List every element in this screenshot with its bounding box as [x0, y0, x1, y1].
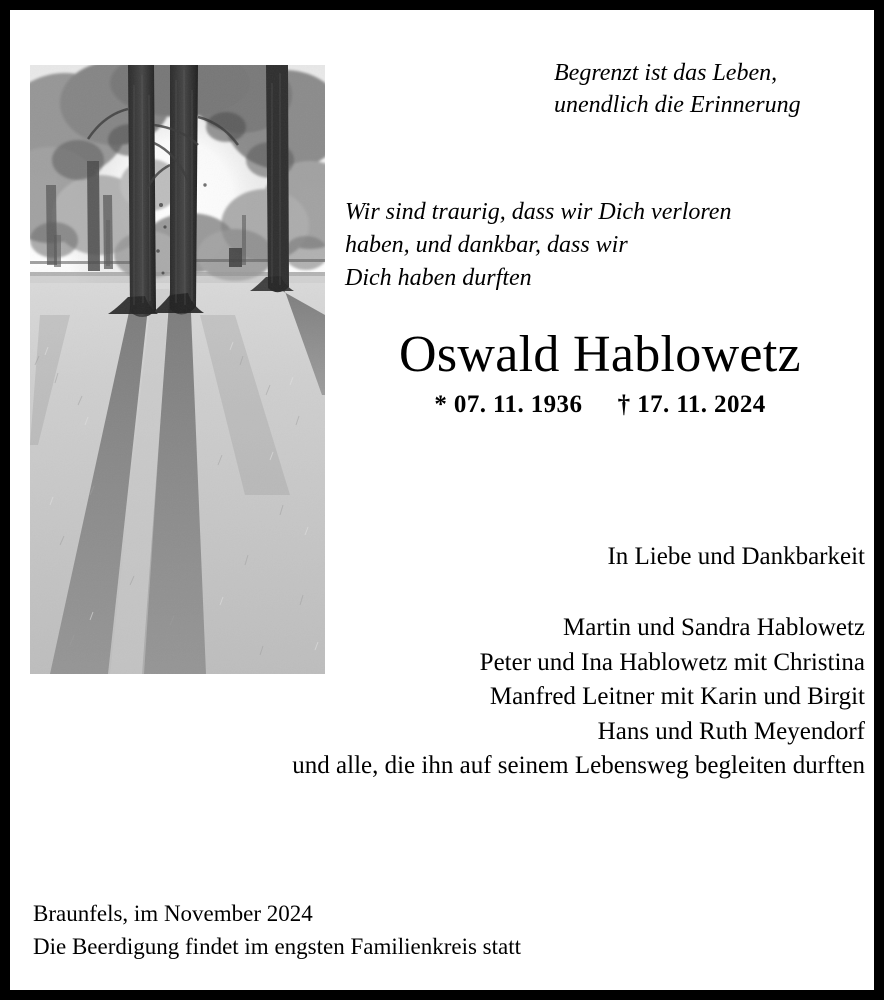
life-dates: [340, 391, 860, 419]
footer-block: [33, 898, 733, 963]
dedication-line: In Liebe und Dankbarkeit: [607, 543, 865, 570]
verse-middle: [345, 196, 865, 295]
funeral-notice: Die Beerdigung findet im engsten Familienkreis statt: [33, 933, 522, 959]
survivor-line: Hans und Ruth Meyendorf: [597, 717, 865, 745]
survivor-line: Martin und Sandra Hablowetz: [562, 614, 865, 641]
deceased-block: [340, 328, 860, 419]
notice-canvas: [10, 10, 874, 990]
park-trees-photo-illustration: [30, 65, 325, 674]
survivor-line: Peter und Ina Hablowetz mit Christina: [479, 648, 865, 676]
survivors-list: [130, 611, 865, 784]
birth-date: 07. 11. 1936: [453, 390, 583, 418]
verse-middle-line-3: Dich haben durften: [345, 265, 532, 292]
death-cross-icon: †: [617, 390, 631, 418]
deceased-name: Oswald Hablowetz: [399, 326, 801, 383]
verse-top-line-2: unendlich die Erinnerung: [554, 91, 801, 118]
memorial-photo: [30, 65, 325, 674]
birth-symbol-icon: *: [434, 390, 448, 418]
verse-middle-line-2: haben, und dankbar, dass wir: [345, 232, 628, 259]
place-and-date: Braunfels, im November 2024: [33, 901, 313, 926]
verse-middle-line-1: Wir sind traurig, dass wir Dich verloren: [345, 199, 732, 225]
survivor-line: Manfred Leitner mit Karin und Birgit: [489, 683, 865, 710]
survivor-line: und alle, die ihn auf seinem Lebensweg begleiten durften: [292, 752, 865, 779]
verse-top: [554, 58, 854, 122]
death-date: 17. 11. 2024: [637, 390, 766, 418]
verse-top-line-1: Begrenzt ist das Leben,: [554, 60, 778, 86]
